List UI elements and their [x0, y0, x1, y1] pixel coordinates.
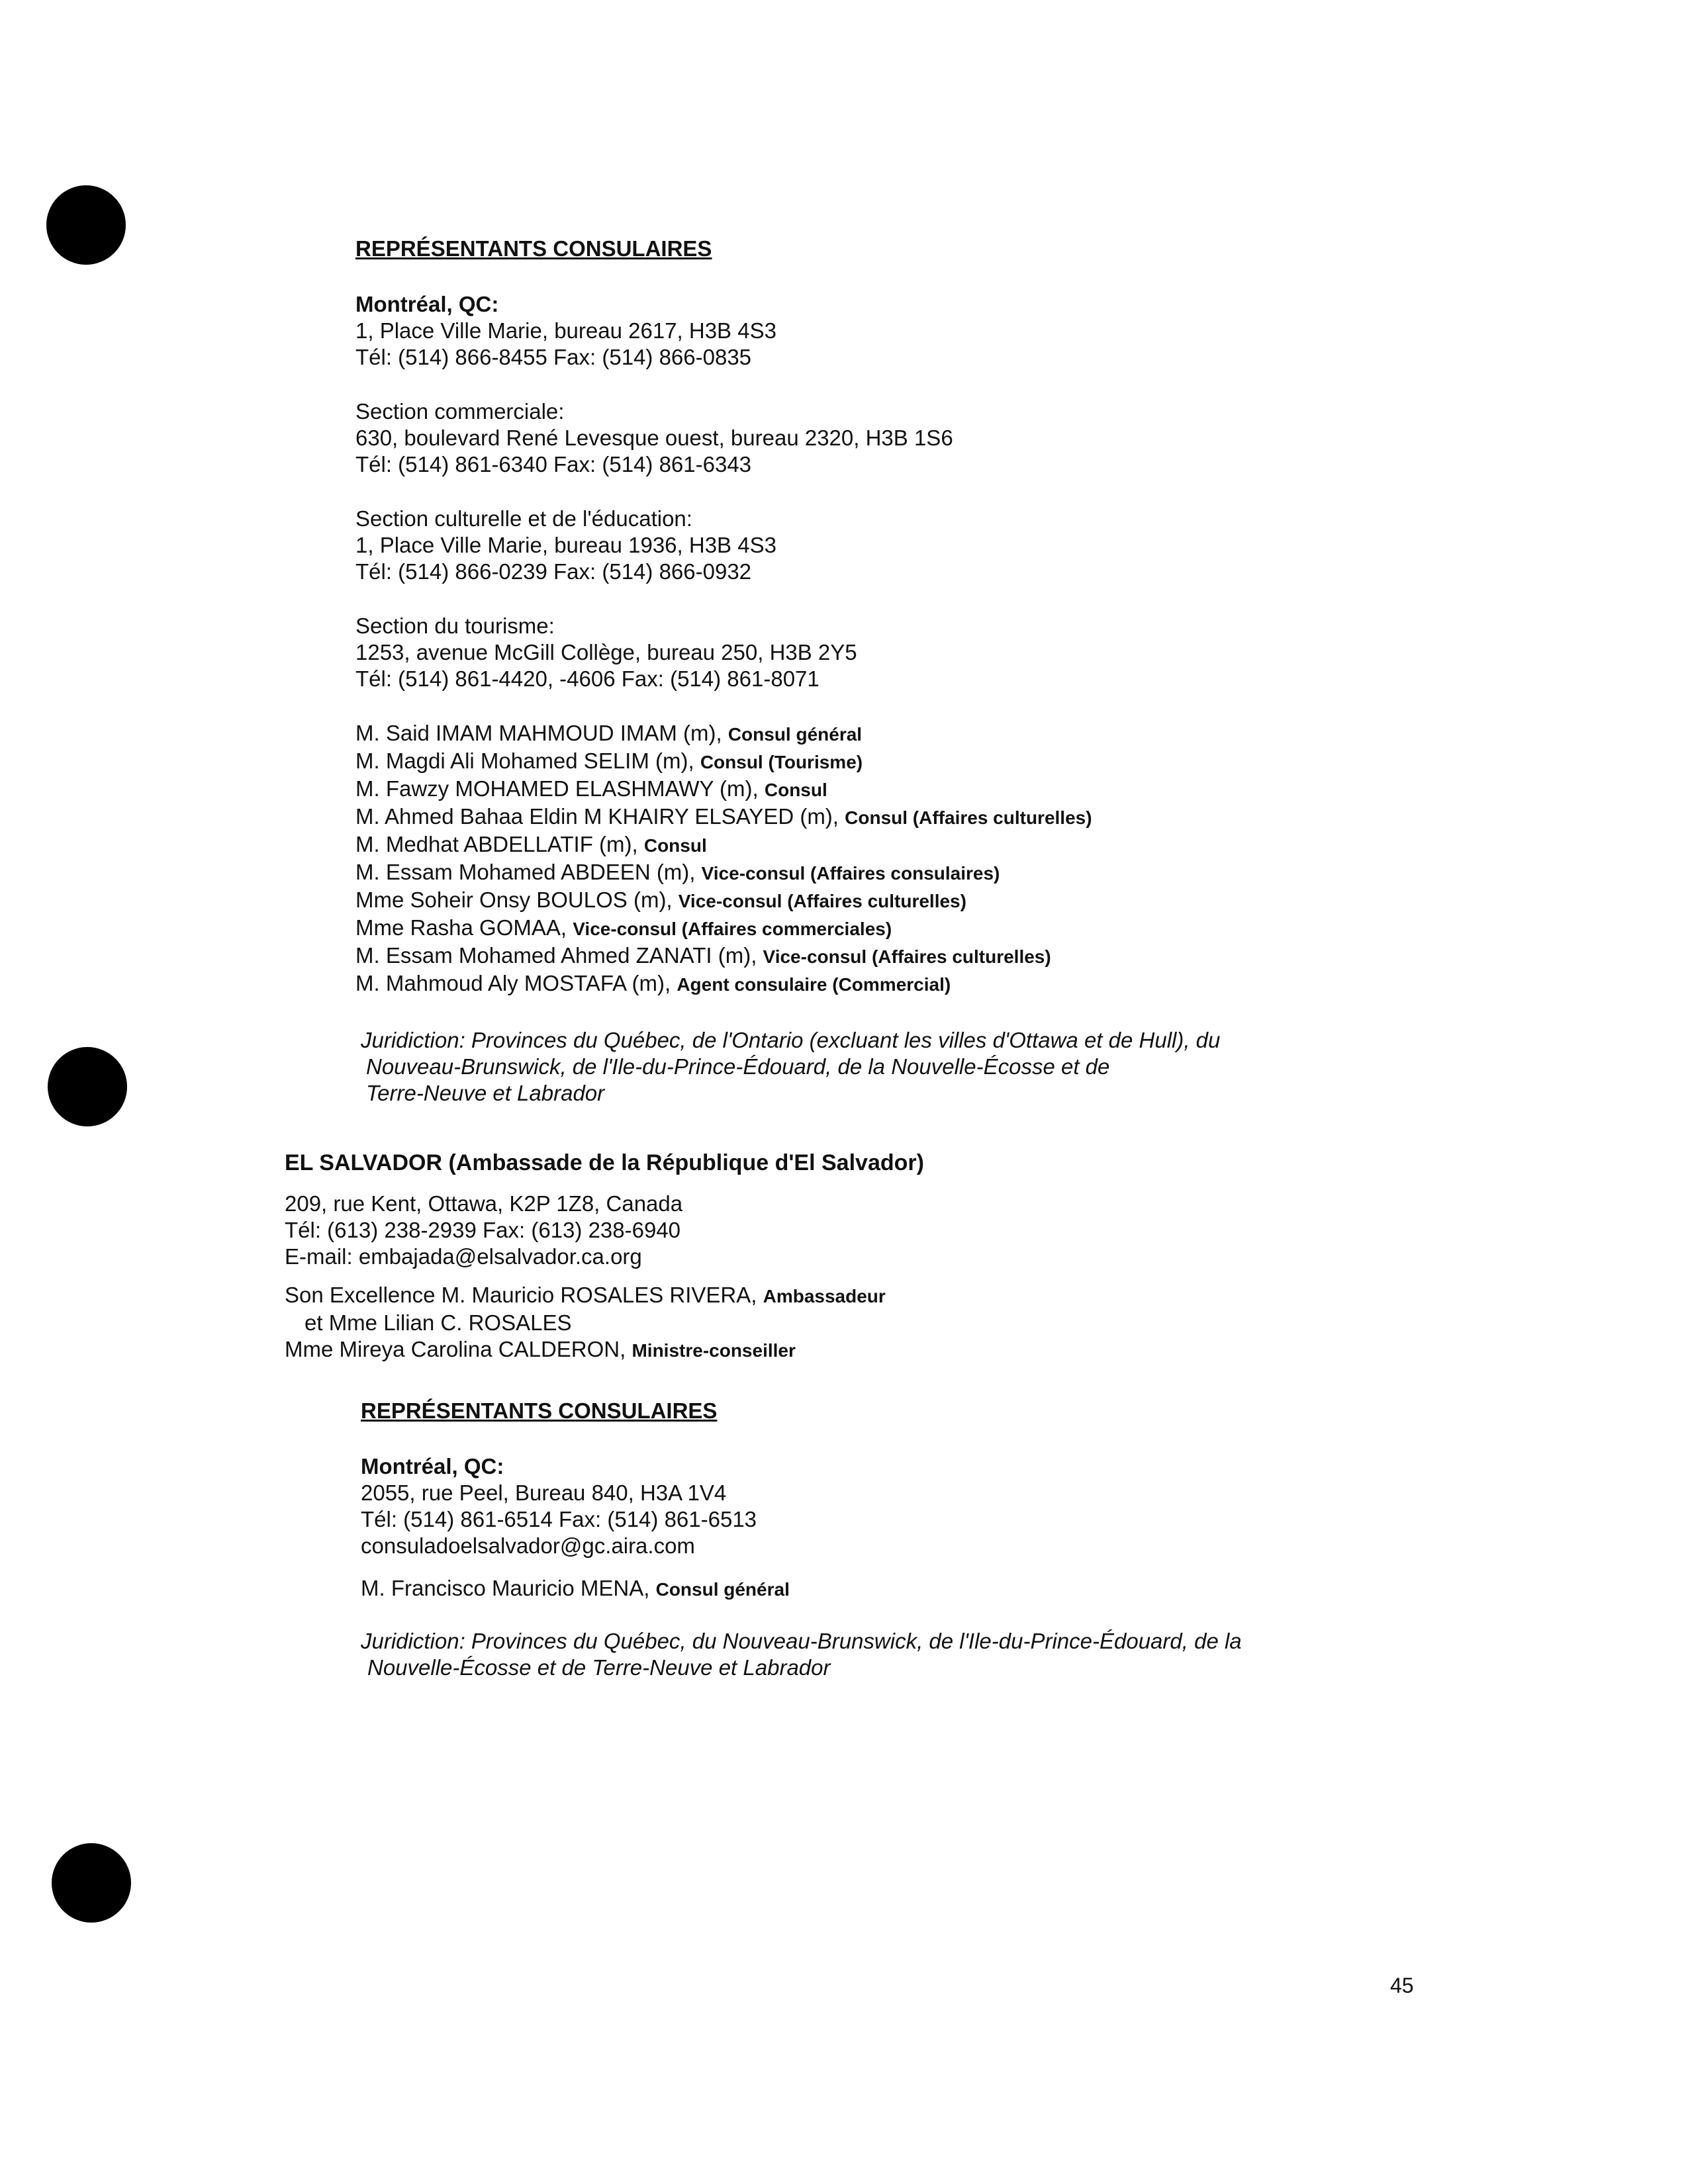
staff-title: Vice-consul (Affaires culturelles) — [763, 946, 1051, 967]
staff-title: Vice-consul (Affaires consulaires) — [701, 863, 1000, 884]
city-label: Montréal, QC: — [355, 292, 499, 316]
staff-row — [355, 831, 1220, 859]
staff-row — [355, 720, 1220, 748]
consul-row — [361, 1575, 1242, 1603]
staff-row — [355, 970, 1220, 998]
consular-section-2 — [361, 1398, 1242, 1681]
commercial-section-title: Section commerciale: — [355, 399, 565, 424]
consulate-email: consuladoelsalvador@gc.aira.com — [361, 1533, 695, 1558]
staff-name: M. Essam Mohamed ABDEEN (m), — [355, 860, 702, 884]
staff-row — [355, 942, 1220, 970]
punch-hole-middle — [48, 1047, 127, 1126]
country-title: EL SALVADOR (Ambassade de la République d'El Salvador) — [285, 1150, 924, 1175]
ambassador-title: Ambassadeur — [763, 1286, 886, 1306]
jurisdiction-note — [361, 1027, 1220, 1107]
staff-row — [355, 915, 1220, 942]
staff-name: M. Ahmed Bahaa Eldin M KHAIRY ELSAYED (m), — [355, 804, 845, 829]
staff-list — [355, 720, 1220, 998]
staff-name: M. Essam Mohamed Ahmed ZANATI (m), — [355, 943, 763, 968]
staff-title: Consul (Affaires culturelles) — [845, 807, 1092, 828]
section-heading: REPRÉSENTANTS CONSULAIRES — [355, 236, 712, 261]
commercial-address: 630, boulevard René Levesque ouest, bureau 2320, H3B 1S6 — [355, 426, 953, 450]
tourism-tel-fax: Tél: (514) 861-4420, -4606 Fax: (514) 861-8071 — [355, 666, 820, 691]
tel-fax: Tél: (514) 861-6514 Fax: (514) 861-6513 — [361, 1507, 757, 1531]
staff-title: Consul — [643, 835, 707, 856]
section-heading: REPRÉSENTANTS CONSULAIRES — [361, 1398, 718, 1423]
staff-row — [355, 859, 1220, 887]
consul-title: Consul général — [655, 1579, 790, 1600]
staff-title: Vice-consul (Affaires culturelles) — [678, 891, 966, 911]
staff-row — [355, 803, 1220, 831]
ambassador-row — [285, 1282, 924, 1310]
staff-name: Mme Rasha GOMAA, — [355, 915, 573, 940]
tourism-section-title: Section du tourisme: — [355, 614, 555, 638]
punch-hole-top — [46, 185, 126, 265]
tourism-address: 1253, avenue McGill Collège, bureau 250, H3B 2Y5 — [355, 640, 857, 664]
culture-tel-fax: Tél: (514) 866-0239 Fax: (514) 866-0932 — [355, 559, 752, 584]
jurisdiction-line: Nouveau-Brunswick, de l'Ile-du-Prince-Édouard, de la Nouvelle-Écosse et de — [366, 1054, 1110, 1079]
city-label: Montréal, QC: — [361, 1454, 504, 1479]
staff-title: Consul — [764, 780, 827, 800]
staff-title: Vice-consul (Affaires commerciales) — [573, 919, 892, 939]
ambassador-name: Son Excellence M. Mauricio ROSALES RIVERA, — [285, 1283, 763, 1307]
staff-name: Mme Soheir Onsy BOULOS (m), — [355, 887, 679, 912]
staff-name: M. Medhat ABDELLATIF (m), — [355, 832, 644, 856]
jurisdiction-line: Juridiction: Provinces du Québec, de l'Ontario (excluant les villes d'Ottawa et de Hull), du — [361, 1028, 1221, 1052]
culture-address: 1, Place Ville Marie, bureau 1936, H3B 4S3 — [355, 533, 776, 557]
page-number: 45 — [1390, 1974, 1414, 1997]
embassy-email: E-mail: embajada@elsalvador.ca.org — [285, 1244, 642, 1269]
jurisdiction-line: Nouvelle-Écosse et de Terre-Neuve et Labrador — [367, 1655, 831, 1680]
commercial-tel-fax: Tél: (514) 861-6340 Fax: (514) 861-6343 — [355, 452, 752, 477]
address: 2055, rue Peel, Bureau 840, H3A 1V4 — [361, 1480, 727, 1505]
staff-name: M. Mahmoud Aly MOSTAFA (m), — [355, 971, 677, 995]
staff-row — [355, 748, 1220, 776]
jurisdiction-line: Terre-Neuve et Labrador — [366, 1081, 605, 1105]
ambassador-spouse: et Mme Lilian C. ROSALES — [305, 1310, 572, 1335]
staff-name: M. Magdi Ali Mohamed SELIM (m), — [355, 749, 700, 773]
staff-name: M. Said IMAM MAHMOUD IMAM (m), — [355, 721, 728, 745]
culture-section-title: Section culturelle et de l'éducation: — [355, 506, 692, 531]
staff-row — [355, 776, 1220, 803]
counsellor-row — [285, 1336, 924, 1364]
el-salvador-entry — [285, 1150, 924, 1364]
jurisdiction-line: Juridiction: Provinces du Québec, du Nouveau-Brunswick, de l'Ile-du-Prince-Édouard, de la — [361, 1629, 1242, 1653]
staff-title: Consul (Tourisme) — [700, 752, 863, 772]
staff-name: M. Fawzy MOHAMED ELASHMAWY (m), — [355, 776, 765, 801]
counsellor-name: Mme Mireya Carolina CALDERON, — [285, 1337, 632, 1361]
embassy-tel-fax: Tél: (613) 238-2939 Fax: (613) 238-6940 — [285, 1218, 681, 1242]
staff-title: Agent consulaire (Commercial) — [677, 974, 951, 995]
staff-title: Consul général — [727, 724, 863, 745]
counsellor-title: Ministre-conseiller — [632, 1340, 796, 1361]
jurisdiction-note — [361, 1628, 1242, 1681]
embassy-address: 209, rue Kent, Ottawa, K2P 1Z8, Canada — [285, 1191, 683, 1216]
address: 1, Place Ville Marie, bureau 2617, H3B 4S3 — [355, 318, 776, 343]
tel-fax: Tél: (514) 866-8455 Fax: (514) 866-0835 — [355, 345, 752, 369]
consular-section-1 — [355, 236, 1220, 1107]
staff-row — [355, 887, 1220, 915]
consul-name: M. Francisco Mauricio MENA, — [361, 1576, 656, 1600]
punch-hole-bottom — [52, 1843, 131, 1923]
